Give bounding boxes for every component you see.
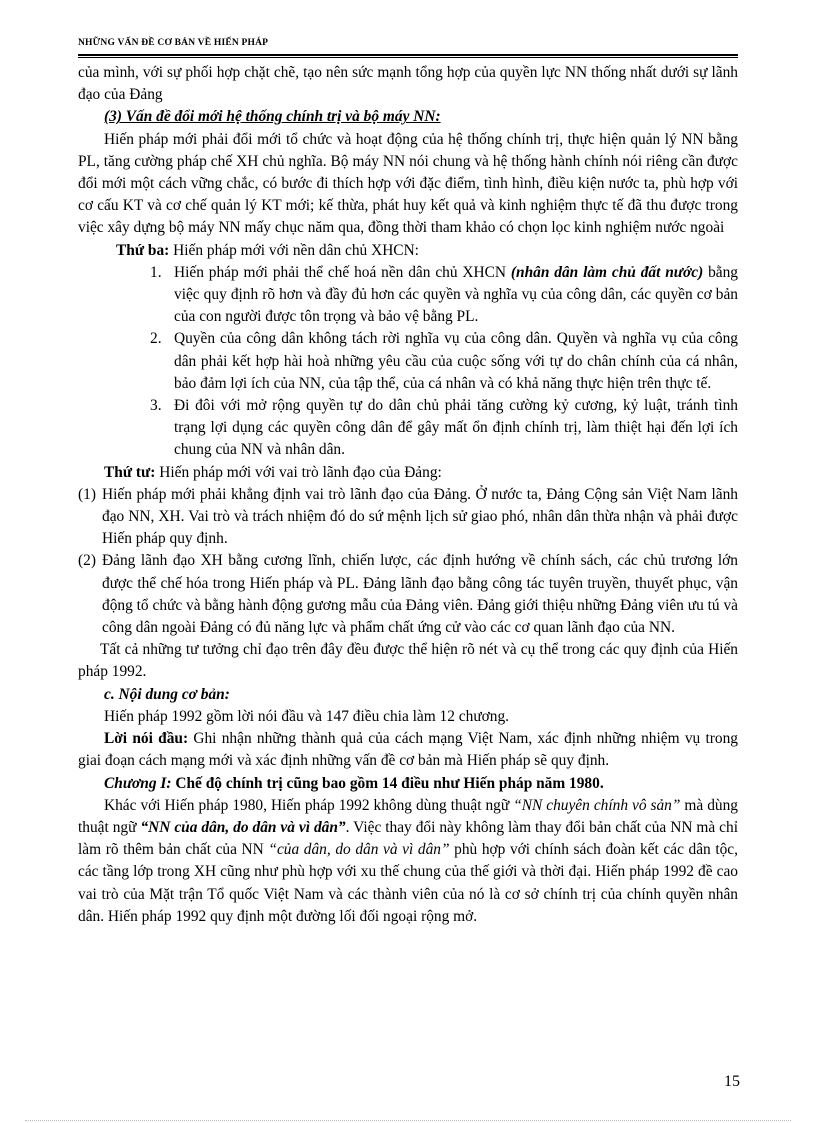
third-heading: Thứ ba: Hiến pháp mới với nền dân chủ XHCN: — [116, 241, 419, 259]
list-item: 3. Đi đôi với mở rộng quyền tự do dân chủ phải tăng cường kỷ cương, kỷ luật, tránh tình trạng lợi dụng các quyền công dân để gây mất ổn định chính trị, làm thiệt hại đến lợi ích chung của NN và nhân dân. — [150, 397, 738, 459]
section-heading-c: c. Nội dung cơ bản: — [104, 685, 230, 703]
paragraph-structure: Hiến pháp 1992 gồm lời nói đầu và 147 điều chia làm 12 chương. — [104, 707, 510, 725]
list-item: 1. Hiến pháp mới phải thể chế hoá nền dân chủ XHCN (nhân dân làm chủ đất nước) bằng việc quy định rõ hơn và đầy đủ hơn các quyền và nghĩa vụ của công dân, các quyền cơ bản của con người được tôn trọng và bảo vệ bằng PL. — [150, 263, 739, 326]
chapter-1-heading: Chương I: Chế độ chính trị cũng bao gồm 14 điều như Hiến pháp năm 1980. — [104, 774, 604, 792]
running-header: NHỮNG VẤN ĐỀ CƠ BẢN VỀ HIẾN PHÁP — [78, 38, 269, 48]
list-item: (2) Đảng lãnh đạo XH bằng cương lĩnh, chiến lược, các định hướng về chính sách, các chủ trương lớn được thể chế hóa trong Hiến pháp và PL. Đảng lãnh đạo bằng công tác tuyên truyền, thuyết phục, vận động tổ chức và bằng hành động gương mẫu của Đảng viên. Đảng giới thiệu những Đảng viên ưu tú và công dân ngoài Đảng có đủ năng lực và phẩm chất ứng cử vào các cơ quan lãnh đạo của NN. — [78, 552, 738, 637]
fourth-heading: Thứ tư: Hiến pháp mới với vai trò lãnh đạo của Đảng: — [104, 463, 442, 481]
paragraph-chapter-1: Khác với Hiến pháp 1980, Hiến pháp 1992 không dùng thuật ngữ “NN chuyên chính vô sản” mà dùng thuật ngữ “NN của dân, do dân và vì dân”. Việc thay đổi này không làm thay đổi bản chất của NN mà chỉ làm rõ thêm bản chất của NN “của dân, do dân và vì dân” phù hợp với chính sách đoàn kết các dân tộc, các tầng lớp trong XH cũng như phù hợp với xu thế chung của thế giới và thời đại. Hiến pháp 1992 đề cao vai trò của Mặt trận Tổ quốc Việt Nam và các thành viên của nó là cơ sở chính trị của chính quyền nhân dân. Hiến pháp 1992 quy định một đường lối đối ngoại rộng mở. — [78, 796, 738, 925]
page-body — [78, 62, 738, 928]
paragraph-preamble: Lời nói đầu: Ghi nhận những thành quả của cách mạng Việt Nam, xác định những nhiệm vụ trong giai đoạn cách mạng mới và xác định những vấn đề cơ bản mà Hiến pháp sẽ quy định. — [78, 730, 739, 770]
paragraph-reform: Hiến pháp mới phải đổi mới tổ chức và hoạt động của hệ thống chính trị, thực hiện quản lý NN bằng PL, tăng cường pháp chế XH chủ nghĩa. Bộ máy NN nói chung và hệ thống hành chính nói riêng cần được đổi mới một cách vững chắc, có bước đi thích hợp với đặc điểm, tình hình, điều kiện nước ta, phù hợp với cơ cấu KT và cơ chế quản lý KT mới; kế thừa, phát huy kết quả và kinh nghiệm thực tế đã thu được trong việc xây dựng bộ máy NN mấy chục năm qua, đồng thời tham khảo có chọn lọc kinh nghiệm nước ngoài — [78, 130, 738, 237]
paragraph-summary: Tất cả những tư tưởng chỉ đạo trên đây đều được thể hiện rõ nét và cụ thể trong các quy định của Hiến pháp 1992. — [78, 641, 738, 681]
section-heading-3: (3) Vấn đề đổi mới hệ thống chính trị và bộ máy NN: — [104, 108, 441, 126]
page-edge — [25, 1120, 791, 1121]
paragraph-continuation: của mình, với sự phối hợp chặt chẽ, tạo nên sức mạnh tổng hợp của quyền lực NN thống nhất dưới sự lãnh đạo của Đảng — [78, 64, 738, 104]
header-rule — [78, 54, 738, 56]
header-rule-thin — [78, 57, 738, 58]
page-number: 15 — [724, 1073, 740, 1090]
list-item: (1) Hiến pháp mới phải khẳng định vai trò lãnh đạo của Đảng. Ở nước ta, Đảng Cộng sản Việt Nam lãnh đạo NN, XH. Vai trò và trách nhiệm đó do sứ mệnh lịch sử giao phó, nhân dân thừa nhận và phải được Hiến pháp quy định. — [78, 485, 738, 548]
list-item: 2. Quyền của công dân không tách rời nghĩa vụ của công dân. Quyền và nghĩa vụ của công dân phải kết hợp hài hoà những yêu cầu của cuộc sống với tự do chân chính của cá nhân, bảo đảm lợi ích của NN, của tập thể, của cá nhân và có khả năng thực hiện trên thực tế. — [150, 330, 738, 392]
